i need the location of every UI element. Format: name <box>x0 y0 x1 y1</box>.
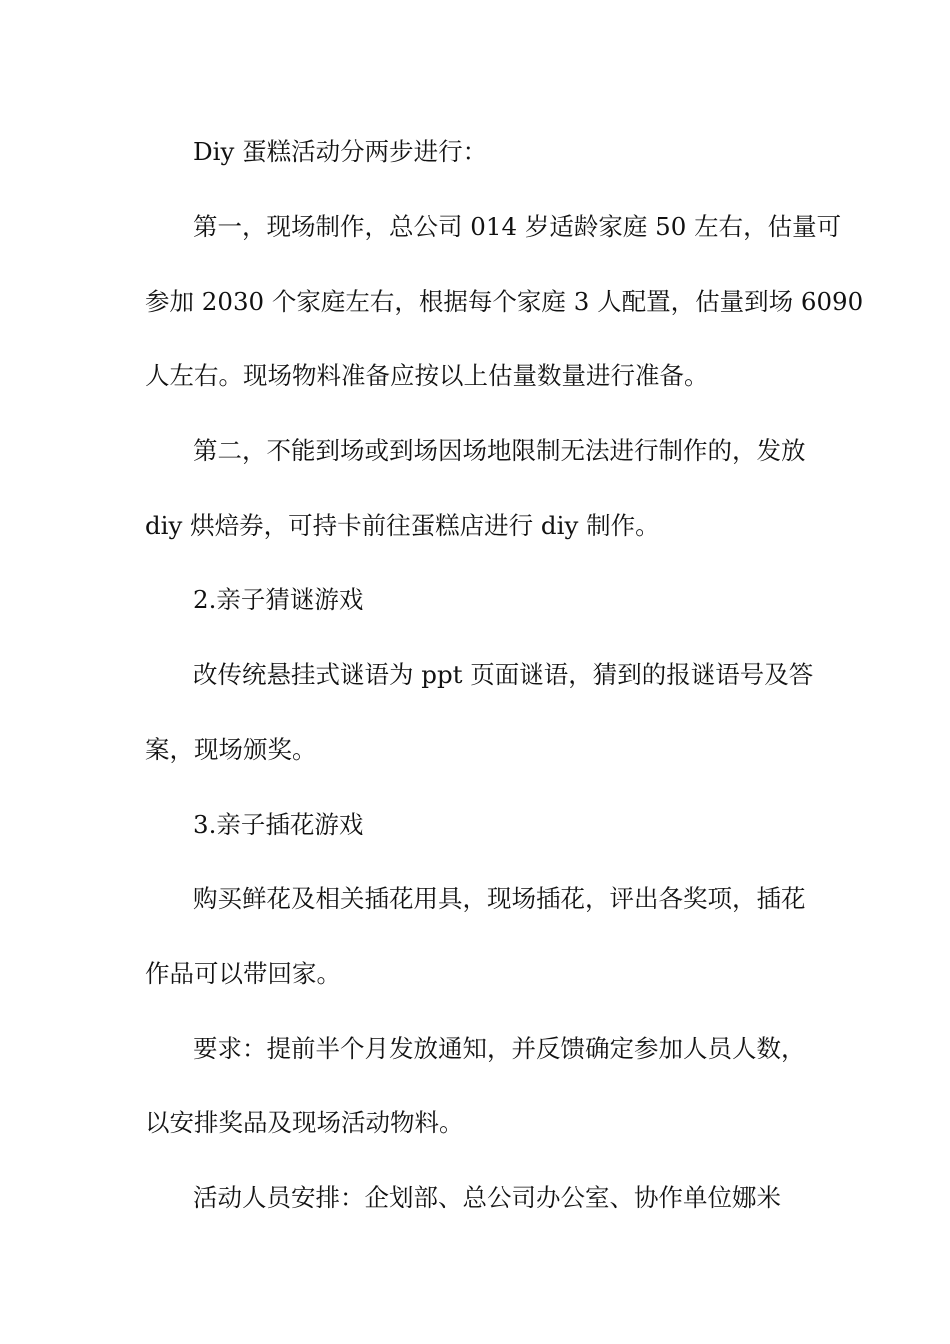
paragraph-line: 案，现场颁奖。 <box>145 735 317 764</box>
paragraph-line: 第一，现场制作，总公司 014 岁适龄家庭 50 左右，估量可 <box>193 212 842 241</box>
paragraph-line: 人左右。现场物料准备应按以上估量数量进行准备。 <box>145 361 709 390</box>
paragraph-line: 参加 2030 个家庭左右，根据每个家庭 3 人配置，估量到场 6090 <box>145 287 864 316</box>
paragraph-line: 作品可以带回家。 <box>145 959 341 988</box>
paragraph-line: 购买鲜花及相关插花用具，现场插花，评出各奖项，插花 <box>193 884 806 913</box>
paragraph-line: Diy 蛋糕活动分两步进行： <box>193 137 488 166</box>
paragraph-line: diy 烘焙券，可持卡前往蛋糕店进行 diy 制作。 <box>145 511 660 540</box>
paragraph-line: 第二，不能到场或到场因场地限制无法进行制作的，发放 <box>193 436 806 465</box>
section-heading: 3.亲子插花游戏 <box>193 810 364 839</box>
paragraph-line: 改传统悬挂式谜语为 ppt 页面谜语，猜到的报谜语号及答 <box>193 660 814 689</box>
section-heading: 2.亲子猜谜游戏 <box>193 585 364 614</box>
paragraph-line: 活动人员安排：企划部、总公司办公室、协作单位娜米 <box>193 1183 781 1212</box>
paragraph-line: 要求：提前半个月发放通知，并反馈确定参加人员人数， <box>193 1034 806 1063</box>
paragraph-line: 以安排奖品及现场活动物料。 <box>145 1108 464 1137</box>
